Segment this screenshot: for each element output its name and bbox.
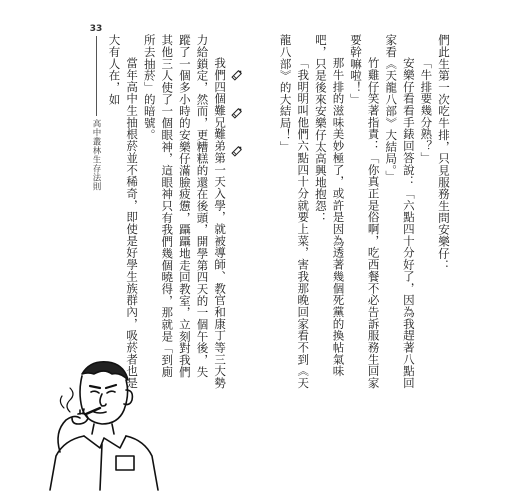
- section-break-ornaments: [226, 68, 248, 158]
- page-number: 33: [89, 24, 103, 34]
- paragraph: 那牛排的滋味美妙極了，或許是因為透著幾個死黨的換帖氣味吧，只是後來安樂仔太高興地抱怨：: [313, 34, 346, 377]
- paragraph: 「牛排要幾分熟？」: [419, 57, 434, 164]
- pencil-ornament-icon: [230, 68, 244, 82]
- vertical-body-text: [107, 34, 452, 389]
- pencil-ornament-icon: [230, 106, 244, 120]
- pencil-ornament-icon: [230, 144, 244, 158]
- paragraph: 安樂仔看看手錶回答說：「六點四十分好了，因為我趕著八點回家看《天龍八部》大結局。」: [384, 34, 416, 389]
- paragraph: 當年高中生抽根菸並不稀奇，即使是好學生族群內，吸菸者也是大有人在，如: [107, 34, 140, 389]
- running-title: 高中叢林生存法則: [91, 119, 101, 191]
- paragraph: 我們四個難兄難弟第一天入學，就被導師、教官和康丁等三大勢力給鎖定，然而，更糟糕的還在後頭，開學第四天的一個午後，失蹤了一個多小時的安樂仔滿臉疲憊，躡躡地走回教室，立刻對我們其他三人使了一個眼神，這眼神只有我們幾個曉得，那就是「到廁所去抽菸」的暗號。: [142, 34, 228, 389]
- paragraph: 「我明明叫他們六點四十分就要上菜，害我那晚回家看不到《天龍八部》的大結局！」: [278, 34, 311, 389]
- paragraph: 們此生第一次吃牛排，只見服務生問安樂仔：: [437, 34, 451, 271]
- smoking-man-cartoon-icon: [20, 352, 170, 492]
- paragraph: 竹雞仔笑著指責：「你真正是俗啊，吃西餐不必告訴服務生回家要幹嘛啦！」: [349, 34, 381, 389]
- header-rule: [96, 36, 97, 116]
